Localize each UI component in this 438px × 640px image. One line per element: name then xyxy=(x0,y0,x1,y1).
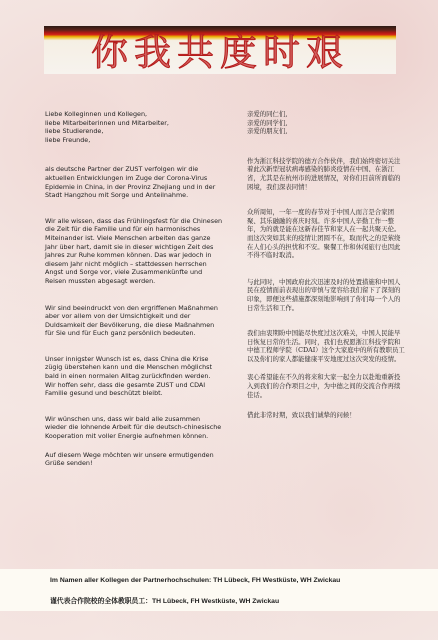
greeting-line: 亲爱的同仁们, xyxy=(247,110,288,118)
greeting-line: liebe Mitarbeiterinnen und Mitarbeiter, xyxy=(45,118,169,127)
greeting-line: liebe Freunde, xyxy=(45,135,91,144)
greeting-line: liebe Studierende, xyxy=(45,127,104,136)
greeting-line: 亲爱的朋友们, xyxy=(247,127,288,136)
paragraph: 我们由衷期盼中国能尽快度过这次难关，中国人民能早日恢复日常的生活。同时，我们也祝愿浙江科技学院和中德工程师学院（CDAI）这个大家庭中的所有教职员工以及你们的家人都能健康平安地度过这次突发的疫情。 xyxy=(247,329,405,363)
greeting-line: 亲爱的同学们, xyxy=(247,118,288,127)
german-letter xyxy=(45,110,223,477)
paragraph: 衷心希望能在不久的将来和大家一起全力以赴地重新投入到我们的合作项目之中，为中德之间的交流合作再续佳话。 xyxy=(247,373,401,399)
footer-line-german: Im Namen aller Kollegen der Partnerhochschulen: TH Lübeck, FH Westküste, WH Zwickau xyxy=(50,577,341,584)
paragraph: als deutsche Partner der ZUST verfolgen wir die aktuellen Entwicklungen im Zuge der Corona-Virus Epidemie in China, in der Provinz Zhejiang und in der Stadt Hangzhou mit Sorge und Anteilnahme. xyxy=(45,165,216,200)
footer-line-chinese: 谨代表合作院校的全体教职员工：TH Lübeck, FH Westküste, WH Zwickau xyxy=(50,598,280,605)
paragraph: 众所周知，一年一度的春节对于中国人而言是合家团聚、其乐融融的喜庆时刻。许多中国人辛勤工作一整年，为的就是能在这新春佳节和家人在一起共聚天伦。而这次突如其来的疫情让团圆不在，取而代之的是萦绕在人们心头的担忧和不安。聚餐工作和休闲旅行也因此不得不临时取消。 xyxy=(247,208,401,260)
greeting-line: Liebe Kolleginnen und Kollegen, xyxy=(45,110,148,118)
paragraph: Wir wünschen uns, dass wir bald alle zusammen wieder die lohnende Arbeit für die deutsch-chinesische Kooperation mit voller Energie aufnehmen können. xyxy=(45,414,222,441)
paragraph: 与此同时，中国政府此次迅速及时的处置措施和中国人民在疫情面前表现出的审慎与宽容给我们留下了深刻的印象，即便这些措施都深刻地影响到了你们每一个人的日常生活和工作。 xyxy=(247,277,401,312)
header-banner xyxy=(44,26,396,74)
closing: 借此非常时期，致以我们诚挚的问候！ xyxy=(247,411,356,420)
signature-footer xyxy=(0,569,438,611)
paragraph: Wir sind beeindruckt von den ergriffenen Maßnahmen aber vor allem von der Umsichtigkeit und der Duldsamkeit der Bevölkerung, die diese Maßnahmen für Sie und für Euch ganz persönlich bedeuten. xyxy=(45,303,218,338)
banner-title: 你我共度时艰 xyxy=(91,31,349,74)
paragraph: Wir alle wissen, dass das Frühlingsfest für die Chinesen die Zeit für die Familie und für ein harmonisches Miteinander ist. Viele Menschen arbeiten das ganze Jahr über hart, damit sie in dieser wichtigen Zeit des Jahres zur Ruhe kommen können. Das war jedoch in diesem Jahr nicht möglich – stattdessen herrschen Angst und Sorge vor, viele Zusammenkünfte und Reisen mussten abgesagt werden. xyxy=(45,216,223,285)
paragraph: 作为浙江科技学院的德方合作伙伴，我们始终密切关注着此次新型冠状病毒感染的肺炎疫情在中国、在浙江省，尤其是在杭州市的进展情况，对你们目前所面临的困境，我们深表同情！ xyxy=(247,156,401,191)
closing: Auf diesem Wege möchten wir unsere ermutigenden Grüße senden! xyxy=(45,450,214,468)
chinese-letter xyxy=(247,110,405,429)
paragraph: Unser innigster Wunsch ist es, dass China die Krise zügig überstehen kann und die Menschen möglichst bald in einen normalen Alltag zurückfinden werden. Wir hoffen sehr, dass die gesamte ZUST und CDAI Familie gesund und beschützt bleibt. xyxy=(45,354,212,398)
